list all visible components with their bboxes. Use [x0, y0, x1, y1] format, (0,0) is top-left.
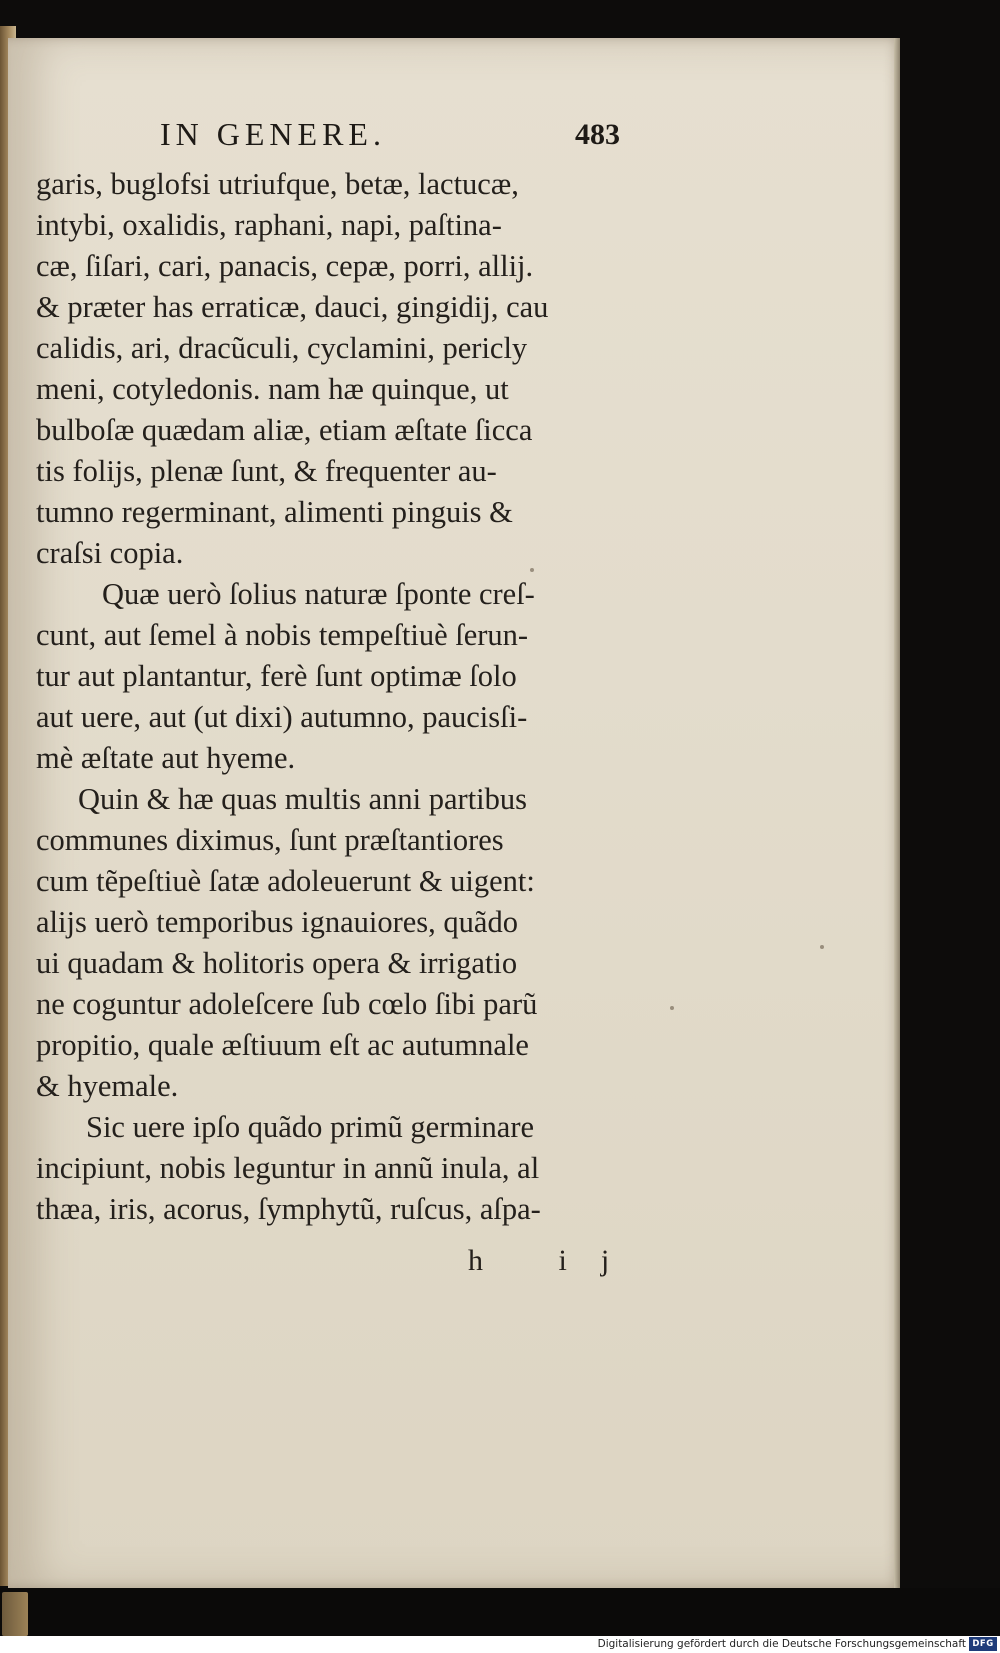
text-line: & hyemale. [36, 1069, 179, 1103]
text-line: thæa, iris, acorus, ſymphytũ, ruſcus, aſpa- [36, 1192, 541, 1226]
text-line: alijs uerò temporibus ignauiores, quãdo [36, 905, 518, 939]
running-head [160, 116, 620, 156]
body-text [36, 164, 646, 1230]
text-line: propitio, quale æſtiuum eſt ac autumnale [36, 1028, 529, 1062]
paper-speck [530, 568, 534, 572]
paragraph-start-line: Quæ uerò ſolius naturæ ſponte creſ- [102, 577, 535, 611]
signature-mark: h ij [468, 1244, 644, 1277]
text-line: bulboſæ quædam aliæ, etiam æſtate ſicca [36, 413, 533, 447]
text-line: tur aut plantantur, ferè ſunt optimæ ſolo [36, 659, 517, 693]
page-fore-edge [894, 38, 900, 1588]
text-line: cum tẽpeſtiuè ſatæ adoleuerunt & uigent: [36, 864, 535, 898]
text-line: craſsi copia. [36, 536, 184, 570]
text-line: calidis, ari, dracũculi, cyclamini, pericly [36, 331, 528, 365]
text-line: communes diximus, ſunt præſtantiores [36, 823, 504, 857]
funding-credit: Digitalisierung gefördert durch die Deutsche Forschungsgemeinschaft [597, 1638, 966, 1650]
text-line: mè æſtate aut hyeme. [36, 741, 296, 775]
text-line: aut uere, aut (ut dixi) autumno, paucisſi- [36, 700, 528, 734]
text-line: garis, buglofsi utriufque, betæ, lactucæ, [36, 167, 519, 201]
paragraph-start-line: Quin & hæ quas multis anni partibus [78, 782, 528, 816]
text-line: meni, cotyledonis. nam hæ quinque, ut [36, 372, 509, 406]
text-line: cæ, ſiſari, cari, panacis, cepæ, porri, allij. [36, 249, 534, 283]
text-line: ne coguntur adoleſcere ſub cœlo ſibi parũ [36, 987, 538, 1021]
scan-bottom-margin [0, 1588, 1000, 1636]
dfg-logo: DFG [969, 1637, 997, 1651]
running-title: IN GENERE. [160, 116, 386, 152]
paper-speck [820, 945, 824, 949]
text-line: incipiunt, nobis leguntur in annũ inula, al [36, 1151, 540, 1185]
text-line: intybi, oxalidis, raphani, napi, paſtina- [36, 208, 502, 242]
text-line: & præter has erraticæ, dauci, gingidij, cau [36, 290, 549, 324]
paragraph-start-line: Sic uere ipſo quãdo primũ germinare [86, 1110, 535, 1144]
text-line: tumno regerminant, alimenti pinguis & [36, 495, 513, 529]
paper-speck [670, 1006, 674, 1010]
text-line: cunt, aut ſemel à nobis tempeſtiuè ſerun- [36, 618, 529, 652]
text-line: tis folijs, plenæ ſunt, & frequenter au- [36, 454, 497, 488]
binding-clasp [2, 1592, 28, 1636]
text-line: ui quadam & holitoris opera & irrigatio [36, 946, 518, 980]
page-number: 483 [575, 118, 620, 151]
